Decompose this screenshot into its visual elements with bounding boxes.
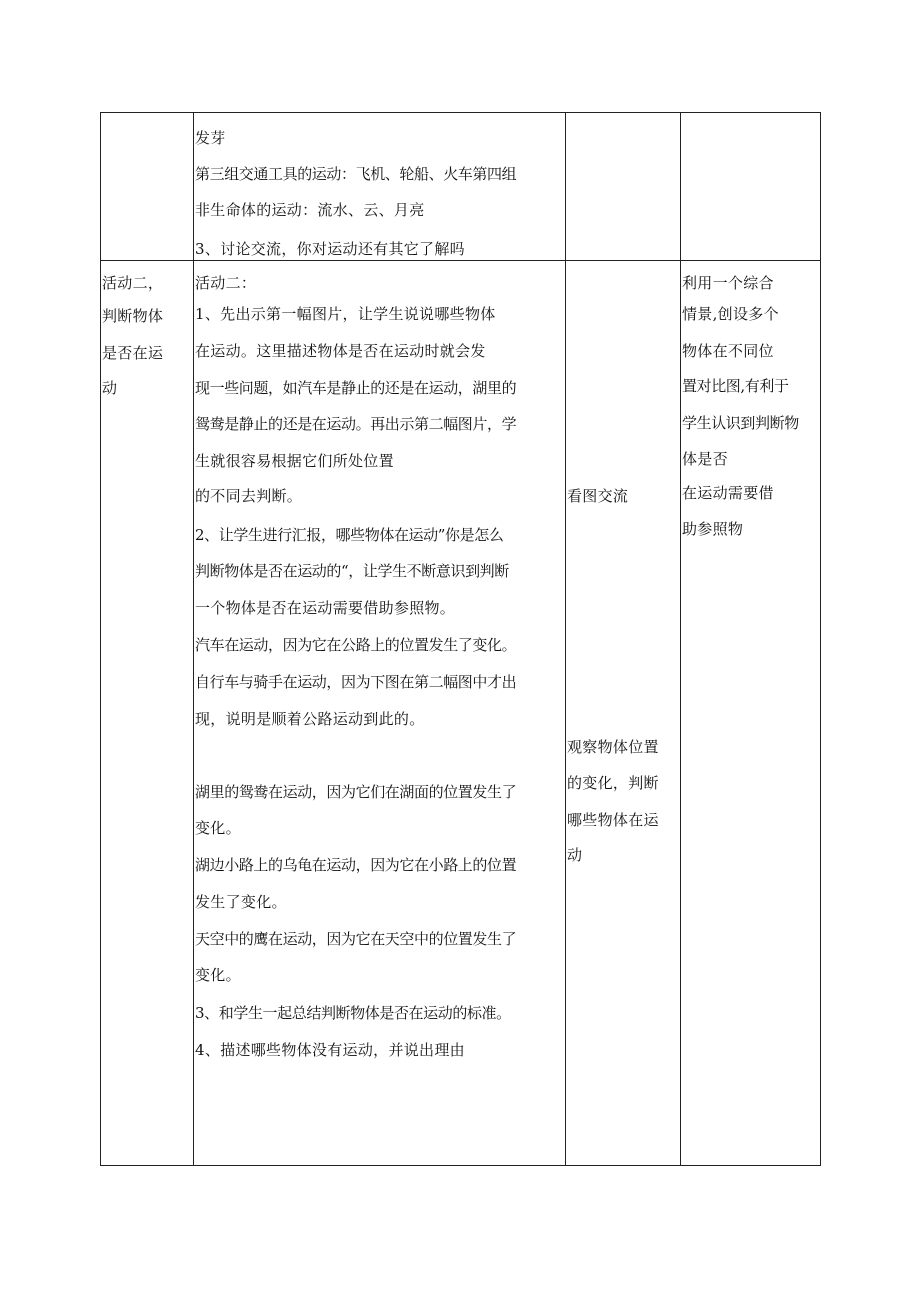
student-line: 的变化，判断 [567, 774, 659, 792]
student-cell [566, 113, 681, 261]
content-line: 活动二： [195, 274, 257, 292]
intent-line: 助参照物 [682, 520, 744, 538]
intent-line: 学生认识到判断物 [682, 414, 799, 432]
content-line: 汽车在运动，因为它在公路上的位置发生了变化。 [195, 636, 517, 654]
lesson-plan-table [100, 112, 821, 1166]
student-line: 哪些物体在运 [567, 811, 659, 829]
content-line: 3、讨论交流，你对运动还有其它了解吗 [195, 240, 465, 258]
activity-cell [101, 261, 194, 1166]
content-line: 天空中的鹰在运动，因为它在天空中的位置发生了 [195, 930, 517, 948]
activity-line: 活动二， [102, 274, 164, 292]
intent-line: 物体在不同位 [682, 342, 774, 360]
activity-line: 是否在运 [102, 344, 164, 362]
content-line: 的不同去判断。 [195, 487, 303, 505]
content-line: 一个物体是否在运动需要借助参照物。 [195, 599, 456, 617]
activity-cell [101, 113, 194, 261]
content-line: 2、让学生进行汇报，哪些物体在运动”你是怎么 [195, 526, 504, 544]
intent-cell [681, 261, 821, 1166]
content-cell [194, 113, 566, 261]
intent-cell [681, 113, 821, 261]
content-line: 4、描述哪些物体没有运动，并说出理由 [195, 1041, 465, 1059]
student-line: 观察物体位置 [567, 738, 659, 756]
content-line: 鸳鸯是静止的还是在运动。再出示第二幅图片，学 [195, 415, 517, 433]
content-line: 1、先出示第一幅图片，让学生说说哪些物体 [195, 305, 496, 323]
content-line: 发生了变化。 [195, 893, 287, 911]
content-line: 生就很容易根据它们所处位置 [195, 452, 394, 470]
content-cell [194, 261, 566, 1166]
intent-line: 在运动需要借 [682, 484, 774, 502]
content-line: 判断物体是否在运动的“，让学生不断意识到判断 [195, 562, 509, 580]
content-line: 变化。 [195, 966, 241, 984]
content-line: 变化。 [195, 819, 241, 837]
content-line: 第三组交通工具的运动：飞机、轮船、火车第四组 [195, 165, 517, 183]
content-line: 现一些问题，如汽车是静止的还是在运动，湖里的 [195, 379, 517, 397]
content-line: 现，说明是顺着公路运动到此的。 [195, 710, 425, 728]
content-line: 3、和学生一起总结判断物体是否在运动的标准。 [195, 1004, 511, 1022]
content-line: 在运动。这里描述物体是否在运动时就会发 [195, 342, 486, 360]
student-line: 动 [567, 846, 583, 864]
activity-line: 判断物体 [102, 307, 164, 325]
content-line: 发芽 [195, 129, 226, 147]
table-row [101, 113, 821, 261]
activity-line: 动 [102, 379, 118, 397]
content-line: 自行车与骑手在运动，因为下图在第二幅图中才出 [195, 673, 517, 691]
intent-line: 情景,创设多个 [682, 305, 779, 323]
content-line: 非生命体的运动：流水、云、月亮 [195, 201, 425, 219]
intent-line: 利用一个综合 [682, 274, 774, 292]
content-line: 湖边小路上的乌龟在运动，因为它在小路上的位置 [195, 856, 517, 874]
content-line: 湖里的鸳鸯在运动，因为它们在湖面的位置发生了 [195, 783, 517, 801]
intent-line: 体是否 [682, 450, 728, 468]
intent-line: 置对比图,有利于 [682, 377, 789, 395]
student-cell [566, 261, 681, 1166]
table-row [101, 261, 821, 1166]
student-line: 看图交流 [567, 487, 629, 505]
